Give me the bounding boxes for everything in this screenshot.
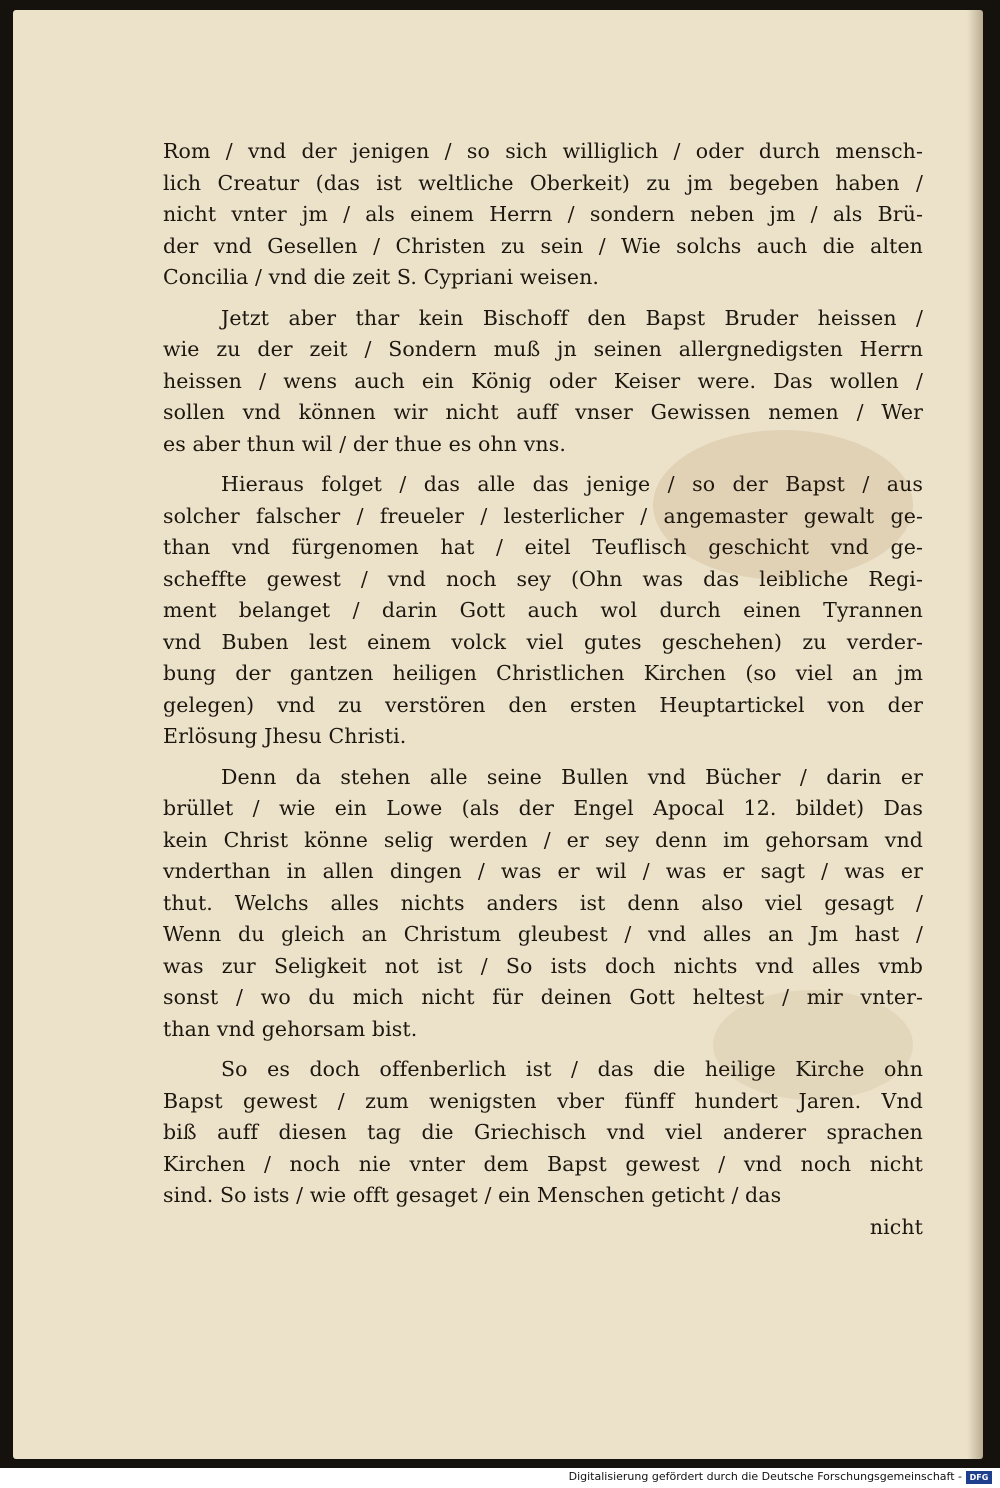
text-line: was zur Seligkeit not ist / So ists doch nichts vnd alles vmb xyxy=(163,953,923,978)
text-line: vnd Buben lest einem volck viel gutes geschehen) zu verder- xyxy=(163,629,923,654)
text-line: Wenn du gleich an Christum gleubest / vnd alles an Jm hast / xyxy=(163,922,923,946)
text-line: ment belanget / darin Gott auch wol durch einen Tyrannen xyxy=(163,598,923,622)
text-line: than vnd gehorsam bist. xyxy=(163,1016,418,1041)
footer-credit: Digitalisierung gefördert durch die Deutsche Forschungsgemeinschaft - xyxy=(568,1470,962,1483)
text-line: der vnd Gesellen / Christen zu sein / Wie solchs auch die alten xyxy=(163,233,923,258)
text-line: heissen / wens auch ein König oder Keiser were. Das wollen / xyxy=(163,368,923,393)
text-line: thut. Welchs alles nichts anders ist denn also viel gesagt / xyxy=(163,890,923,915)
text-line: lich Creatur (das ist weltliche Oberkeit) zu jm begeben haben / xyxy=(163,170,923,195)
text-line: Jetzt aber thar kein Bischoff den Bapst Bruder heissen / xyxy=(221,305,923,330)
text-line: than vnd fürgenomen hat / eitel Teuflisch geschicht vnd ge- xyxy=(163,535,923,559)
text-line: brüllet / wie ein Lowe (als der Engel Apocal 12. bildet) Das xyxy=(163,796,923,820)
text-line: sollen vnd können wir nicht auff vnser Gewissen nemen / Wer xyxy=(163,400,923,424)
paragraph xyxy=(163,303,923,461)
text-line: es aber thun wil / der thue es ohn vns. xyxy=(163,431,566,456)
footer-bar xyxy=(0,1468,1000,1488)
text-line: kein Christ könne selig werden / er sey denn im gehorsam vnd xyxy=(163,827,923,852)
paragraph xyxy=(163,1054,923,1243)
page-edge-shadow xyxy=(967,10,983,1459)
text-line: gelegen) vnd zu verstören den ersten Heuptartickel von der xyxy=(163,692,923,717)
dfg-logo-icon: DFG xyxy=(966,1471,992,1484)
catchword: nicht xyxy=(869,1214,923,1239)
paragraph xyxy=(163,136,923,294)
text-line: Bapst gewest / zum wenigsten vber fünff hundert Jaren. Vnd xyxy=(163,1088,923,1113)
text-line: Denn da stehen alle seine Bullen vnd Bücher / darin er xyxy=(221,764,923,789)
text-line: So es doch offenberlich ist / das die heilige Kirche ohn xyxy=(221,1057,923,1081)
text-line: Rom / vnd der jenigen / so sich williglich / oder durch mensch- xyxy=(163,139,923,163)
text-line: bung der gantzen heiligen Christlichen Kirchen (so viel an jm xyxy=(163,661,923,685)
text-line: wie zu der zeit / Sondern muß jn seinen allergnedigsten Herrn xyxy=(163,337,923,361)
text-line: solcher falscher / freueler / lesterlicher / angemaster gewalt ge- xyxy=(163,503,923,528)
text-line: Erlösung Jhesu Christi. xyxy=(163,724,407,748)
text-line: Kirchen / noch nie vnter dem Bapst gewest / vnd noch nicht xyxy=(163,1151,923,1176)
text-line: scheffte gewest / vnd noch sey (Ohn was das leibliche Regi- xyxy=(163,566,923,591)
text-line: nicht vnter jm / als einem Herrn / sondern neben jm / als Brü- xyxy=(163,202,923,226)
text-line: biß auff diesen tag die Griechisch vnd viel anderer sprachen xyxy=(163,1120,923,1144)
text-line: sonst / wo du mich nicht für deinen Gott heltest / mir vnter- xyxy=(163,985,923,1009)
text-line: Concilia / vnd die zeit S. Cypriani weisen. xyxy=(163,265,600,289)
text-line: vnderthan in allen dingen / was er wil / was er sagt / was er xyxy=(163,859,923,883)
main-text xyxy=(163,136,923,1252)
text-line: Hieraus folget / das alle das jenige / so der Bapst / aus xyxy=(221,472,923,496)
paragraph xyxy=(163,469,923,753)
paragraph xyxy=(163,762,923,1046)
text-line: sind. So ists / wie offt gesaget / ein Menschen geticht / das xyxy=(163,1183,782,1207)
